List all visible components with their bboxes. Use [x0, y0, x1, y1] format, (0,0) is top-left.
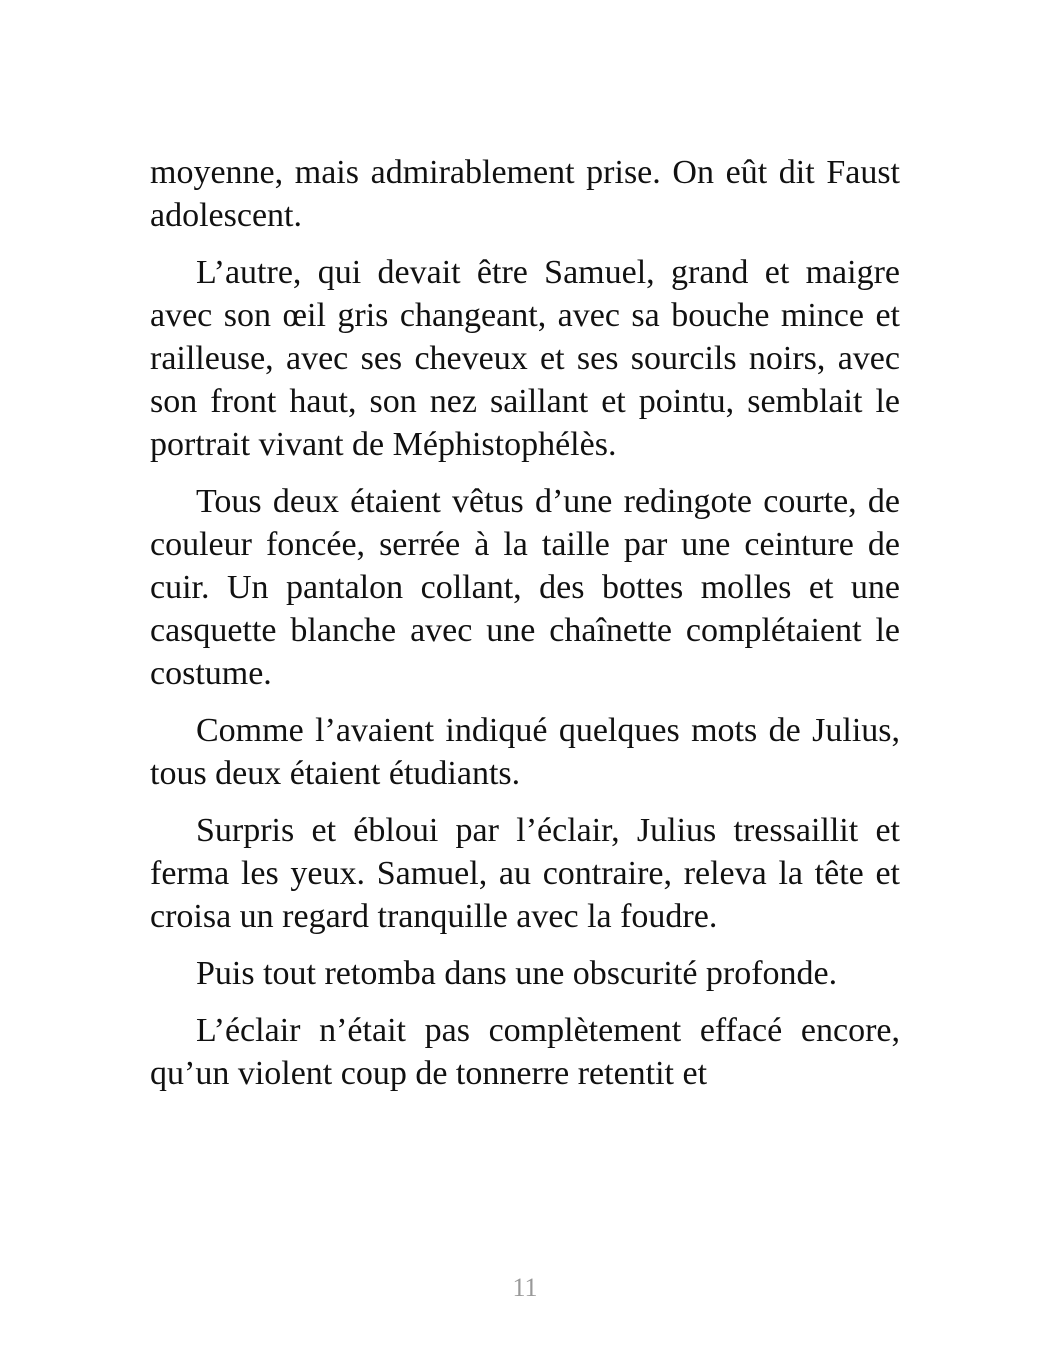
body-text — [150, 151, 900, 1109]
paragraph-thunder: L’éclair n’était pas complètement effacé encore, qu’un violent coup de tonnerre retentit et — [150, 1012, 900, 1092]
paragraph-students: Comme l’avaient indiqué quelques mots de Julius, tous deux étaient étudiants. — [150, 712, 900, 792]
paragraph-darkness: Puis tout retomba dans une obscurité profonde. — [196, 955, 838, 992]
paragraph-continued: moyenne, mais admirablement prise. On eût dit Faust adolescent. — [150, 154, 900, 234]
page-number: 11 — [512, 1273, 538, 1302]
paragraph-lightning: Surpris et ébloui par l’éclair, Julius tressaillit et ferma les yeux. Samuel, au contraire, releva la tête et croisa un regard tranquille avec la foudre. — [150, 812, 900, 935]
paragraph-samuel-description: L’autre, qui devait être Samuel, grand et maigre avec son œil gris changeant, avec sa bouche mince et railleuse, avec ses cheveux et ses sourcils noirs, avec son front haut, son nez saillant et pointu, semblait le portrait vivant de Méphistophélès. — [150, 254, 900, 463]
paragraph-costume: Tous deux étaient vêtus d’une redingote courte, de couleur foncée, serrée à la taille par une ceinture de cuir. Un pantalon collant, des bottes molles et une casquette blanche avec une chaînette complétaient le costume. — [150, 483, 900, 692]
